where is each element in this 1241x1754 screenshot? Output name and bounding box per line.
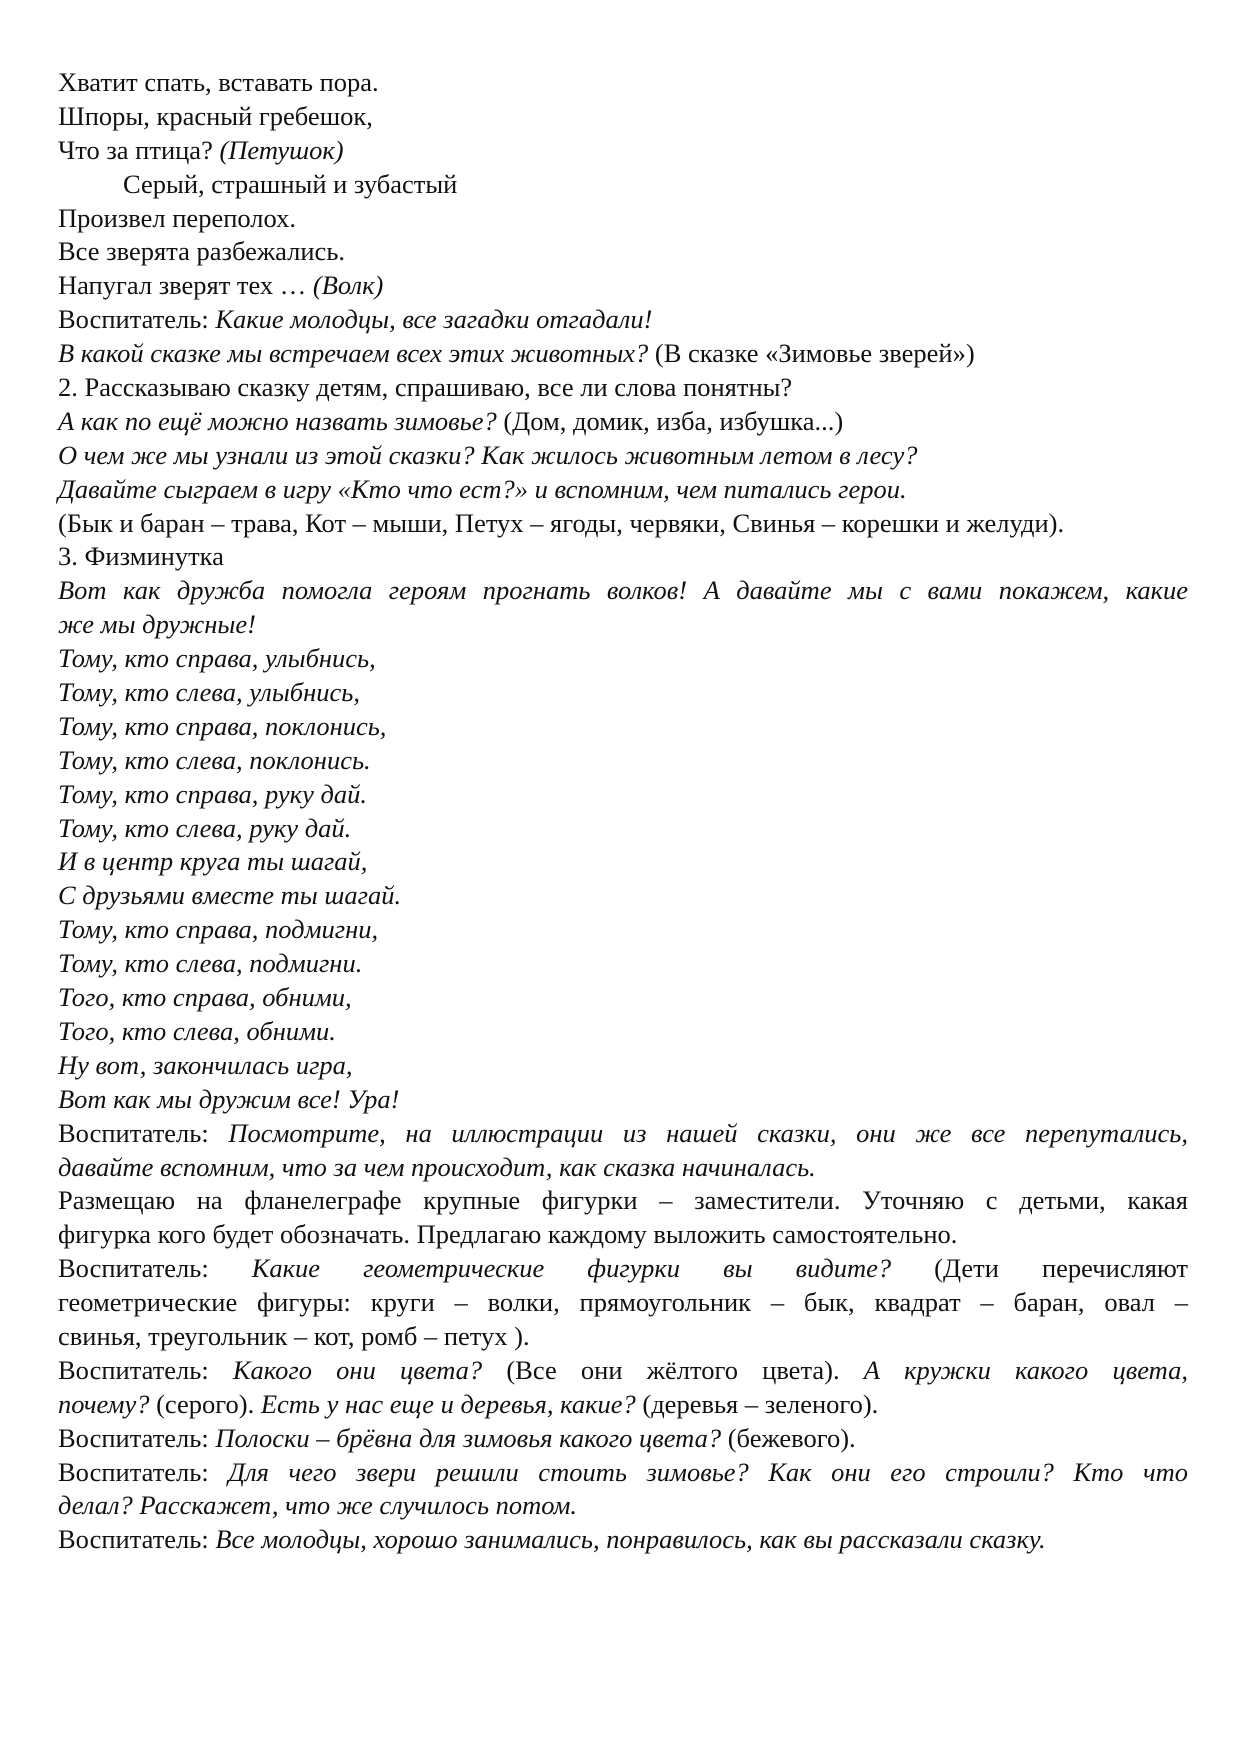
riddle-line [58, 269, 1188, 303]
instruction-line: фигурка кого будет обозначать. Предлагаю каждому выложить самостоятельно. [58, 1219, 958, 1250]
teacher-line [58, 1456, 1188, 1490]
poem-line: Тому, кто справа, руку дай. [58, 778, 367, 809]
teacher-speech-line: давайте вспомним, что за чем происходит, как сказка начиналась. [58, 1151, 816, 1182]
poem-line: Того, кто справа, обними, [58, 982, 352, 1013]
riddle-line: Все зверята разбежались. [58, 236, 346, 267]
riddle-line: Произвел переполох. [58, 202, 296, 233]
teacher-question: Какие геометрические фигурки вы видите? [251, 1253, 892, 1284]
teacher-question: Для чего звери решили стоить зимовье? Как они его строили? Кто что [228, 1456, 1188, 1487]
teacher-line [58, 1523, 1188, 1557]
poem-line: Тому, кто справа, подмигни, [58, 914, 379, 945]
game-name: «Кто что ест?» [337, 473, 528, 504]
answer-line: свинья, треугольник – кот, ромб – петух ). [58, 1320, 530, 1351]
teacher-speech: Все молодцы, хорошо занимались, понравилось, как вы рассказали сказку. [215, 1524, 1046, 1555]
poem-line: Тому, кто слева, улыбнись, [58, 677, 360, 708]
game-intro-text: Давайте сыграем в игру [58, 473, 338, 504]
teacher-label: Воспитатель: [58, 1253, 252, 1284]
answer-line: геометрические фигуры: круги – волки, прямоугольник – бык, квадрат – баран, овал – [58, 1287, 1188, 1318]
poem-line: Того, кто слева, обними. [58, 1015, 336, 1046]
game-intro-line [58, 473, 1188, 507]
children-answer: (бежевого). [721, 1422, 856, 1453]
riddle-answer: (Волк) [312, 270, 384, 301]
poem-line: Тому, кто справа, улыбнись, [58, 643, 376, 674]
teacher-question: почему? [58, 1388, 150, 1419]
poem-line: Тому, кто слева, поклонись. [58, 744, 371, 775]
teacher-label: Воспитатель: [58, 1456, 229, 1487]
teacher-question: Полоски – брёвна для зимовья какого цвета? [215, 1422, 722, 1453]
teacher-label: Воспитатель: [58, 1524, 216, 1555]
poem-line: Тому, кто слева, подмигни. [58, 948, 363, 979]
riddle-text: Напугал зверят тех … [58, 270, 313, 301]
teacher-line [58, 1354, 1188, 1388]
poem-line: Вот как мы дружим все! Ура! [58, 1083, 400, 1114]
question-line [58, 337, 1188, 371]
teacher-line [58, 303, 1188, 337]
document-body [58, 66, 1188, 1557]
game-intro-text: и вспомним, чем питались герои. [527, 473, 907, 504]
poem-line: И в центр круга ты шагай, [58, 846, 368, 877]
riddle-line: Хватит спать, вставать пора. [58, 67, 379, 97]
teacher-speech: Посмотрите, на иллюстрации из нашей сказки, они же все перепутались, [228, 1117, 1188, 1148]
children-answer: (В сказке «Зимовье зверей») [648, 338, 975, 369]
riddle-question: Что за птица? [58, 134, 220, 165]
children-answer: (деревья – зеленого). [635, 1388, 879, 1419]
riddle-answer: (Петушок) [219, 134, 344, 165]
teacher-label: Воспитатель: [58, 1422, 216, 1453]
teacher-question: Какого они цвета? [232, 1354, 483, 1385]
riddle-line: Шпоры, красный гребешок, [58, 100, 373, 131]
step-heading: 3. Физминутка [58, 541, 224, 572]
teacher-line [58, 1422, 1188, 1456]
poem-line: Ну вот, закончилась игра, [58, 1049, 353, 1080]
children-answer: (серого). [149, 1388, 261, 1419]
children-answer: (Дом, домик, изба, избушка...) [496, 405, 844, 436]
step-heading: 2. Рассказываю сказку детям, спрашиваю, все ли слова понятны? [58, 372, 793, 403]
poem-line: Тому, кто слева, руку дай. [58, 812, 352, 843]
poem-line: С друзьями вместе ты шагай. [58, 880, 402, 911]
friendship-line: Вот как дружба помогла героям прогнать волков! А давайте мы с вами покажем, какие [58, 575, 1188, 606]
children-answer: (Дети перечисляют [891, 1253, 1188, 1284]
teacher-line [58, 1117, 1188, 1151]
teacher-question: В какой сказке мы встречаем всех этих животных? [58, 338, 649, 369]
question-line [58, 1388, 1188, 1422]
riddle-line [58, 134, 1188, 168]
poem-line: Тому, кто справа, поклонись, [58, 710, 387, 741]
friendship-line: же мы дружные! [58, 609, 256, 640]
teacher-label: Воспитатель: [58, 304, 216, 335]
teacher-line [58, 1252, 1188, 1286]
food-answer-line: (Бык и баран – трава, Кот – мыши, Петух – ягоды, червяки, Свинья – корешки и желуди). [58, 507, 1065, 538]
teacher-question: А как по ещё можно назвать зимовье? [58, 405, 497, 436]
riddle-line: Серый, страшный и зубастый [123, 168, 458, 199]
question-line [58, 405, 1188, 439]
question-line: делал? Расскажет, что же случилось потом. [58, 1490, 578, 1521]
question-line: О чем же мы узнали из этой сказки? Как жилось животным летом в лесу? [58, 439, 918, 470]
teacher-question: Есть у нас еще и деревья, какие? [260, 1388, 636, 1419]
teacher-question: А кружки какого цвета, [863, 1354, 1188, 1385]
teacher-label: Воспитатель: [58, 1354, 233, 1385]
teacher-label: Воспитатель: [58, 1117, 229, 1148]
teacher-speech: Какие молодцы, все загадки отгадали! [215, 304, 653, 335]
children-answer: (Все они жёлтого цвета). [482, 1354, 864, 1385]
instruction-line: Размещаю на фланелеграфе крупные фигурки – заместители. Уточняю с детьми, какая [58, 1185, 1188, 1216]
